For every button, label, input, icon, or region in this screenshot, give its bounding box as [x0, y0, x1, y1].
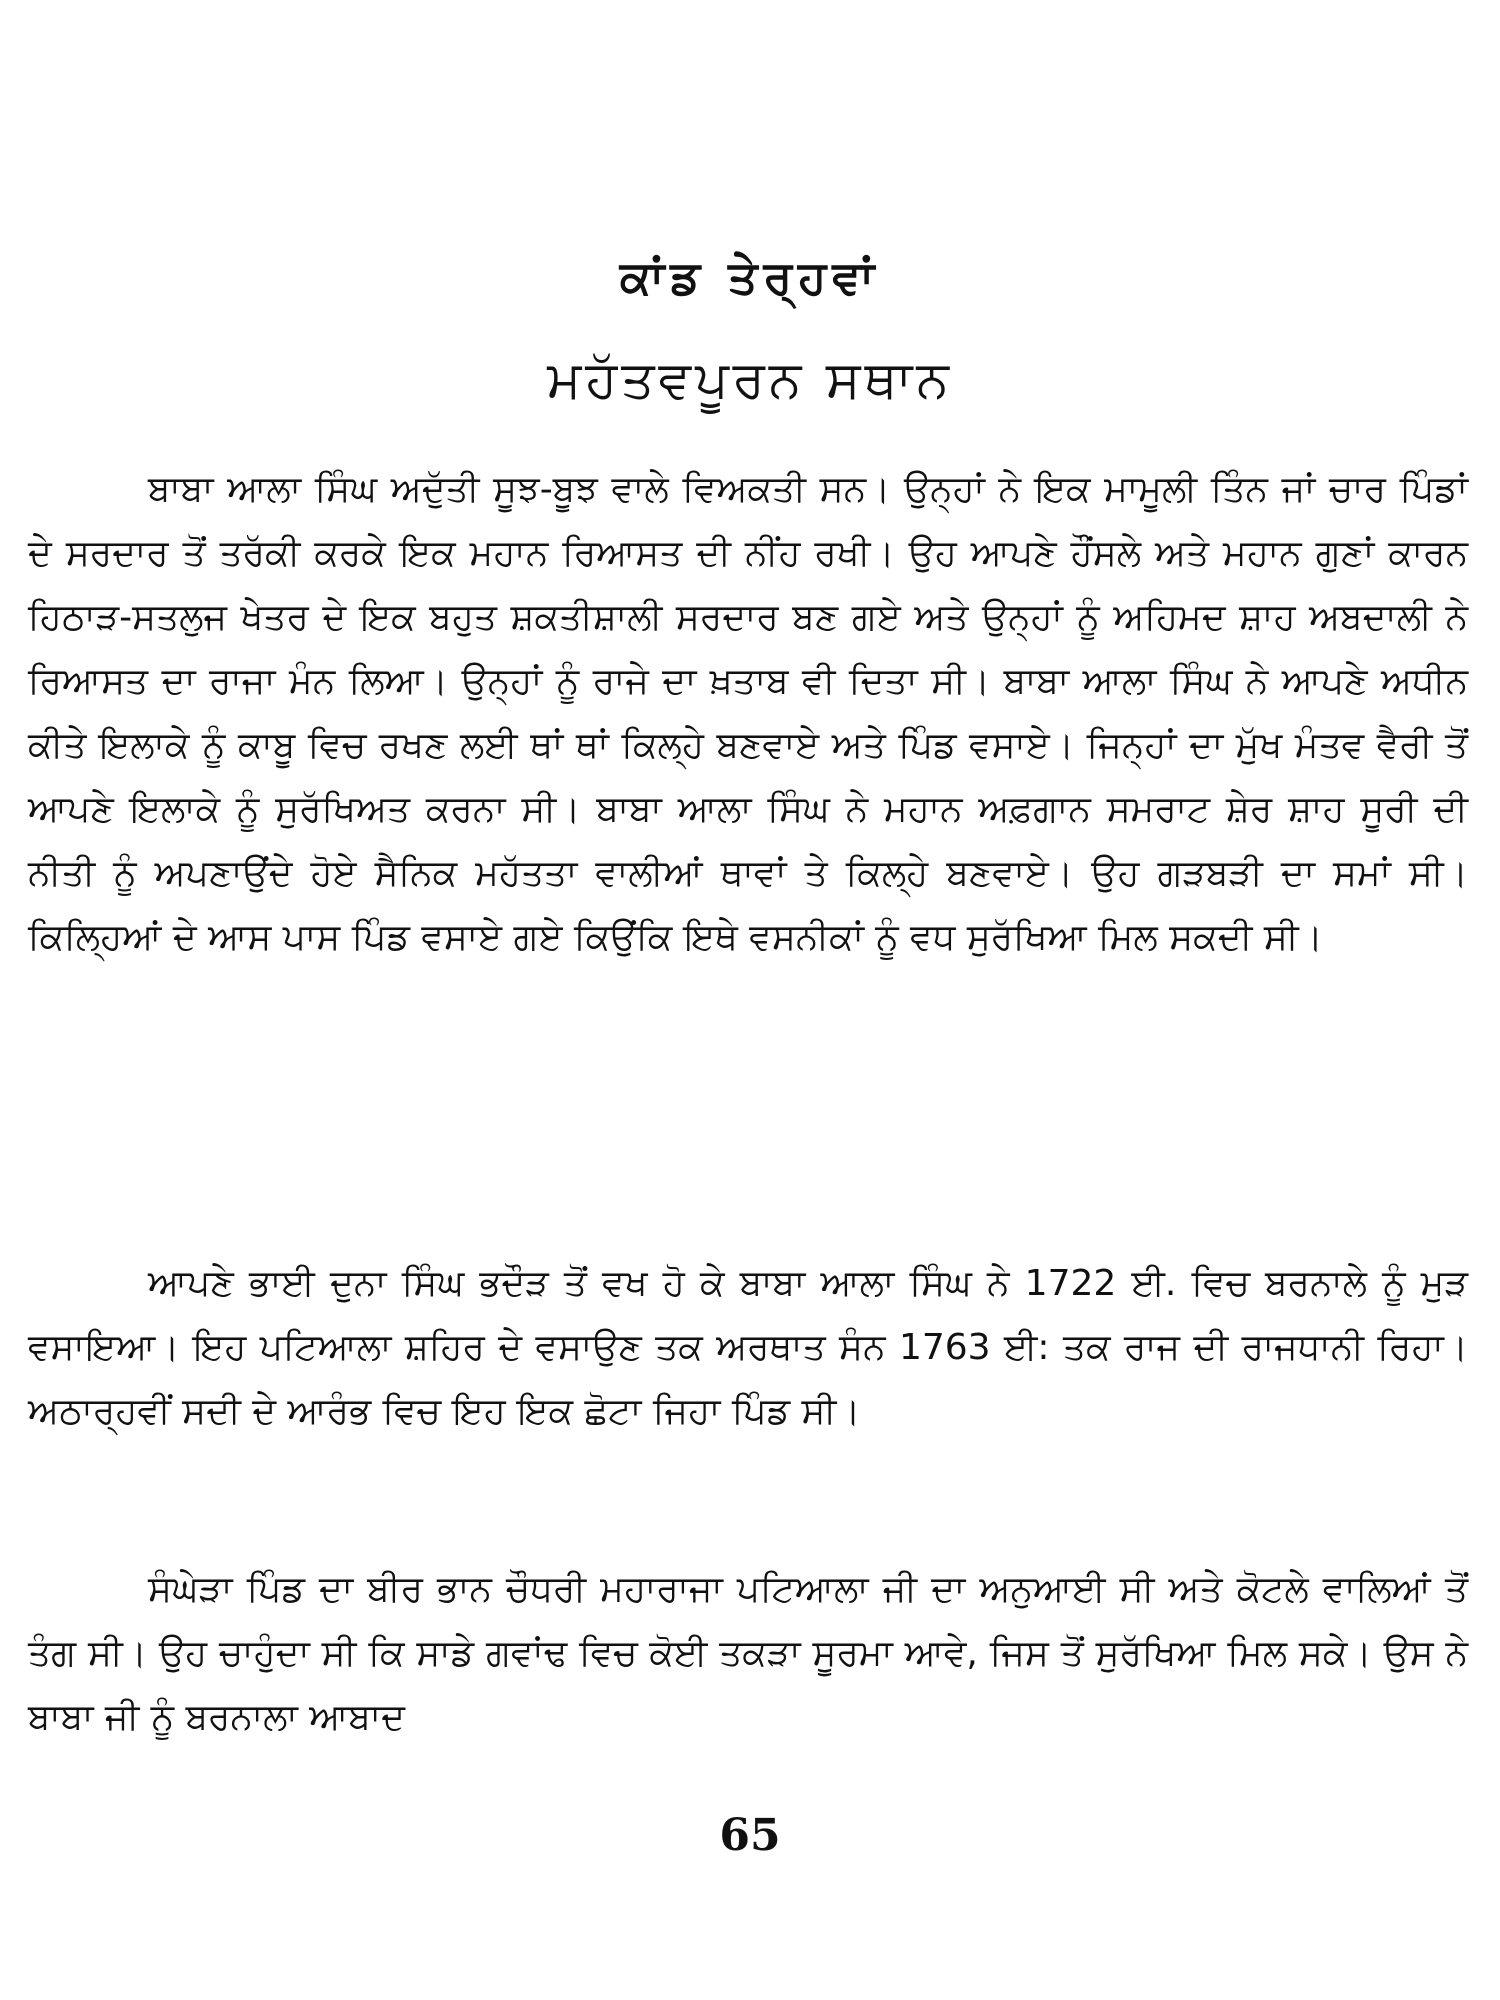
body-paragraph: ਆਪਣੇ ਭਾਈ ਦੁਨਾ ਸਿੰਘ ਭਦੌੜ ਤੋਂ ਵਖ ਹੋ ਕੇ ਬਾਬਾ ਆਲਾ ਸਿੰਘ ਨੇ 1722 ਈ. ਵਿਚ ਬਰਨਾਲੇ ਨੂੰ ਮੁੜ ਵਸਾਇਆ। ਇਹ ਪਟਿਆਲਾ ਸ਼ਹਿਰ ਦੇ ਵਸਾਉਣ ਤਕ ਅਰਥਾਤ ਸੰਨ 1763 ਈ: ਤਕ ਰਾਜ ਦੀ ਰਾਜਧਾਨੀ ਰਿਹਾ। ਅਠਾਰ੍ਹਵੀਂ ਸਦੀ ਦੇ ਆਰੰਭ ਵਿਚ ਇਹ ਇਕ ਛੋਟਾ ਜਿਹਾ ਪਿੰਡ ਸੀ।: [28, 1263, 1468, 1432]
body-paragraph: ਬਾਬਾ ਆਲਾ ਸਿੰਘ ਅਦੁੱਤੀ ਸੂਝ-ਬੂਝ ਵਾਲੇ ਵਿਅਕਤੀ ਸਨ। ਉਨ੍ਹਾਂ ਨੇ ਇਕ ਮਾਮੂਲੀ ਤਿੰਨ ਜਾਂ ਚਾਰ ਪਿੰਡਾਂ ਦੇ ਸਰਦਾਰ ਤੋਂ ਤਰੱਕੀ ਕਰਕੇ ਇਕ ਮਹਾਨ ਰਿਆਸਤ ਦੀ ਨੀਂਹ ਰਖੀ। ਉਹ ਆਪਣੇ ਹੌਂਸਲੇ ਅਤੇ ਮਹਾਨ ਗੁਣਾਂ ਕਾਰਨ ਹਿਠਾੜ-ਸਤਲੁਜ ਖੇਤਰ ਦੇ ਇਕ ਬਹੁਤ ਸ਼ਕਤੀਸ਼ਾਲੀ ਸਰਦਾਰ ਬਣ ਗਏ ਅਤੇ ਉਨ੍ਹਾਂ ਨੂੰ ਅਹਿਮਦ ਸ਼ਾਹ ਅਬਦਾਲੀ ਨੇ ਰਿਆਸਤ ਦਾ ਰਾਜਾ ਮੰਨ ਲਿਆ। ਉਨ੍ਹਾਂ ਨੂੰ ਰਾਜੇ ਦਾ ਖ਼ਤਾਬ ਵੀ ਦਿਤਾ ਸੀ। ਬਾਬਾ ਆਲਾ ਸਿੰਘ ਨੇ ਆਪਣੇ ਅਧੀਨ ਕੀਤੇ ਇਲਾਕੇ ਨੂੰ ਕਾਬੂ ਵਿਚ ਰਖਣ ਲਈ ਥਾਂ ਥਾਂ ਕਿਲ੍ਹੇ ਬਣਵਾਏ ਅਤੇ ਪਿੰਡ ਵਸਾਏ। ਜਿਨ੍ਹਾਂ ਦਾ ਮੁੱਖ ਮੰਤਵ ਵੈਰੀ ਤੋਂ ਆਪਣੇ ਇਲਾਕੇ ਨੂੰ ਸੁਰੱਖਿਅਤ ਕਰਨਾ ਸੀ। ਬਾਬਾ ਆਲਾ ਸਿੰਘ ਨੇ ਮਹਾਨ ਅਫ਼ਗਾਨ ਸਮਰਾਟ ਸ਼ੇਰ ਸ਼ਾਹ ਸੂਰੀ ਦੀ ਨੀਤੀ ਨੂੰ ਅਪਣਾਉਂਦੇ ਹੋਏ ਸੈਨਿਕ ਮਹੱਤਤਾ ਵਾਲੀਆਂ ਥਾਵਾਂ ਤੇ ਕਿਲ੍ਹੇ ਬਣਵਾਏ। ਉਹ ਗੜਬੜੀ ਦਾ ਸਮਾਂ ਸੀ। ਕਿਲ੍ਹਿਆਂ ਦੇ ਆਸ ਪਾਸ ਪਿੰਡ ਵਸਾਏ ਗਏ ਕਿਉਂਕਿ ਇਥੇ ਵਸਨੀਕਾਂ ਨੂੰ ਵਧ ਸੁਰੱਖਿਆ ਮਿਲ ਸਕਦੀ ਸੀ।: [28, 469, 1468, 958]
chapter-label: ਕਾਂਡ ਤੇਰ੍ਹਵਾਂ: [619, 250, 881, 304]
body-paragraph: ਸੰਘੇੜਾ ਪਿੰਡ ਦਾ ਬੀਰ ਭਾਨ ਚੌਧਰੀ ਮਹਾਰਾਜਾ ਪਟਿਆਲਾ ਜੀ ਦਾ ਅਨੁਆਈ ਸੀ ਅਤੇ ਕੋਟਲੇ ਵਾਲਿਆਂ ਤੋਂ ਤੰਗ ਸੀ। ਉਹ ਚਾਹੁੰਦਾ ਸੀ ਕਿ ਸਾਡੇ ਗਵਾਂਢ ਵਿਚ ਕੋਈ ਤਕੜਾ ਸੂਰਮਾ ਆਵੇ, ਜਿਸ ਤੋਂ ਸੁਰੱਖਿਆ ਮਿਲ ਸਕੇ। ਉਸ ਨੇ ਬਾਬਾ ਜੀ ਨੂੰ ਬਰਨਾਲਾ ਆਬਾਦ: [28, 1569, 1468, 1738]
page-number: 65: [719, 1810, 781, 1861]
chapter-title: ਮਹੱਤਵਪੂਰਨ ਸਥਾਨ: [547, 350, 953, 410]
